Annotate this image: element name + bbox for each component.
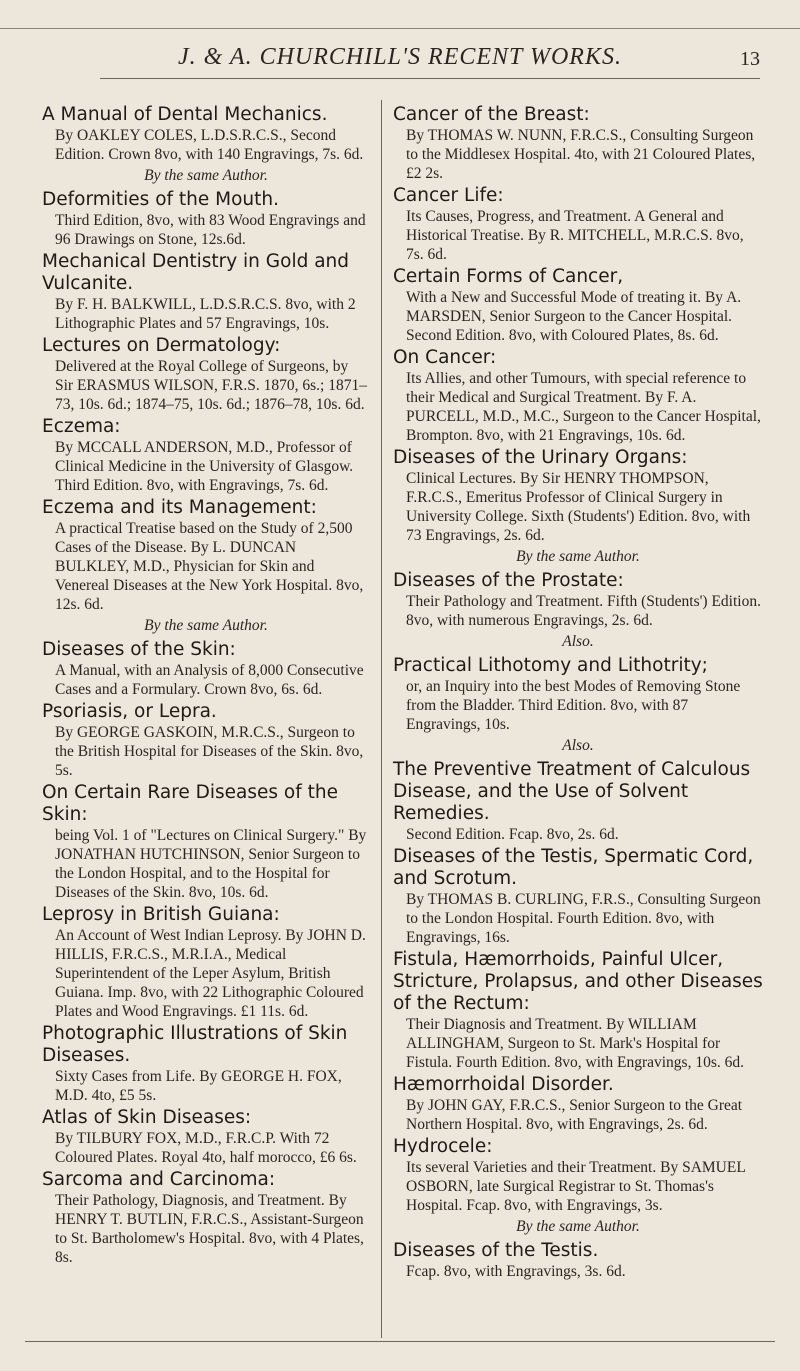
book-title: Atlas of Skin Diseases: (42, 1107, 252, 1128)
bottom-rule (25, 1341, 775, 1342)
top-rule (0, 28, 800, 29)
byline-note: By the same Author. (516, 1218, 640, 1235)
book-entry (393, 104, 763, 183)
book-entry (393, 1074, 763, 1134)
book-description: Fcap. 8vo, with Engravings, 3s. 6d. (406, 1263, 626, 1280)
book-description: Its Causes, Progress, and Treatment. A General and Historical Treatise. By R. MITCHELL, M.R.C.S. 8vo, 7s. 6d. (406, 208, 744, 263)
book-title: Hæmorrhoidal Disorder. (393, 1074, 614, 1095)
book-entry (42, 1023, 370, 1105)
book-description: Its Allies, and other Tumours, with special reference to their Medical and Surgical Treatment. By F. A. PURCELL, M.D., M.C., Surgeon to the Cancer Hospital, Brompton. 8vo, with 21 Engravings, 10s. 6d. (406, 370, 761, 444)
byline-note: By the same Author. (144, 167, 268, 184)
book-entry (42, 904, 370, 1021)
book-title: Mechanical Dentistry in Gold and Vulcanite. (42, 251, 350, 294)
book-title: Diseases of the Prostate: (393, 570, 624, 591)
book-description: Its several Varieties and their Treatment. By SAMUEL OSBORN, late Surgical Registrar to St. Thomas's Hospital. Fcap. 8vo, with Engravings, 3s. (406, 1159, 746, 1214)
book-title: Diseases of the Urinary Organs: (393, 447, 688, 468)
book-description: By MCCALL ANDERSON, M.D., Professor of Clinical Medicine in the University of Glasgow. Third Edition. 8vo, with Engravings, 7s. 6d. (55, 439, 354, 494)
book-entry (393, 1136, 763, 1215)
book-title: On Cancer: (393, 347, 497, 368)
book-description: By F. H. BALKWILL, L.D.S.R.C.S. 8vo, with 2 Lithographic Plates and 57 Engravings, 10s. (55, 296, 356, 332)
book-description: A Manual, with an Analysis of 8,000 Consecutive Cases and a Formulary. Crown 8vo, 6s. 6d. (55, 662, 364, 698)
book-title: Fistula, Hæmorrhoids, Painful Ulcer, Stricture, Prolapsus, and other Diseases of the Rectum: (393, 949, 763, 1014)
book-entry (393, 759, 763, 844)
book-title: A Manual of Dental Mechanics. (42, 104, 328, 125)
book-title: Sarcoma and Carcinoma: (42, 1169, 276, 1190)
book-title: Diseases of the Skin: (42, 639, 236, 660)
book-entry (393, 949, 763, 1072)
book-entry (42, 189, 370, 249)
book-entry (393, 570, 763, 630)
book-entry (42, 497, 370, 614)
book-description: Second Edition. Fcap. 8vo, 2s. 6d. (406, 826, 619, 843)
book-description: being Vol. 1 of "Lectures on Clinical Surgery." By JONATHAN HUTCHINSON, Senior Surgeon to the London Hospital, and to the Hospital for Diseases of the Skin. 8vo, 10s. 6d. (55, 827, 367, 901)
left-column (42, 104, 370, 1269)
book-description: By THOMAS B. CURLING, F.R.S., Consulting Surgeon to the London Hospital. Fourth Edition. 8vo, with Engravings, 16s. (406, 891, 761, 946)
book-description: By JOHN GAY, F.R.C.S., Senior Surgeon to the Great Northern Hospital. 8vo, with Engravings, 2s. 6d. (406, 1097, 743, 1133)
book-entry (42, 639, 370, 699)
book-title: On Certain Rare Diseases of the Skin: (42, 782, 339, 825)
book-title: Deformities of the Mouth. (42, 189, 280, 210)
book-title: Hydrocele: (393, 1136, 493, 1157)
book-title: Diseases of the Testis, Spermatic Cord, and Scrotum. (393, 846, 754, 889)
byline-note: Also. (562, 633, 594, 650)
book-description: Their Pathology, Diagnosis, and Treatment. By HENRY T. BUTLIN, F.R.C.S., Assistant-Surgeon to St. Bartholomew's Hospital. 8vo, with 4 Plates, 8s. (55, 1192, 364, 1266)
book-description: Third Edition, 8vo, with 83 Wood Engravings and 96 Drawings on Stone, 12s.6d. (55, 212, 366, 248)
book-entry (42, 335, 370, 414)
book-title: The Preventive Treatment of Calculous Disease, and the Use of Solvent Remedies. (393, 759, 751, 824)
book-entry (393, 1240, 763, 1281)
book-description: Sixty Cases from Life. By GEORGE H. FOX, M.D. 4to, £5 5s. (55, 1068, 342, 1104)
book-title: Leprosy in British Guiana: (42, 904, 280, 925)
book-entry (42, 416, 370, 495)
book-title: Photographic Illustrations of Skin Diseases. (42, 1023, 348, 1066)
book-entry (393, 185, 763, 264)
book-title: Certain Forms of Cancer, (393, 266, 624, 287)
book-description: By OAKLEY COLES, L.D.S.R.C.S., Second Edition. Crown 8vo, with 140 Engravings, 7s. 6d. (55, 127, 364, 163)
book-description: Their Pathology and Treatment. Fifth (Students') Edition. 8vo, with numerous Engravings, 2s. 6d. (406, 593, 761, 629)
book-entry (393, 655, 763, 734)
book-entry (393, 447, 763, 545)
book-entry (42, 1169, 370, 1267)
book-description: Clinical Lectures. By Sir HENRY THOMPSON, F.R.C.S., Emeritus Professor of Clinical Surgery in University College. Sixth (Students') Edition. 8vo, with 73 Engravings, 2s. 6d. (406, 470, 751, 544)
right-column (393, 104, 763, 1283)
byline-note: By the same Author. (144, 617, 268, 634)
book-description: With a New and Successful Mode of treating it. By A. MARSDEN, Senior Surgeon to the Cancer Hospital. Second Edition. 8vo, with Coloured Plates, 8s. 6d. (406, 289, 742, 344)
book-title: Eczema and its Management: (42, 497, 317, 518)
column-divider (381, 100, 382, 1338)
book-title: Cancer Life: (393, 185, 504, 206)
book-title: Practical Lithotomy and Lithotrity; (393, 655, 708, 676)
book-title: Cancer of the Breast: (393, 104, 590, 125)
book-entry (393, 266, 763, 345)
book-title: Lectures on Dermatology: (42, 335, 281, 356)
book-description: By GEORGE GASKOIN, M.R.C.S., Surgeon to the British Hospital for Diseases of the Skin. 8vo, 5s. (55, 724, 364, 779)
book-title: Psoriasis, or Lepra. (42, 701, 217, 722)
book-title: Diseases of the Testis. (393, 1240, 599, 1261)
byline-note: By the same Author. (516, 548, 640, 565)
book-description: Their Diagnosis and Treatment. By WILLIAM ALLINGHAM, Surgeon to St. Mark's Hospital for Fistula. Fourth Edition. 8vo, with Engravings, 10s. 6d. (406, 1016, 744, 1071)
book-description: or, an Inquiry into the best Modes of Removing Stone from the Bladder. Third Edition. 8vo, with 87 Engravings, 10s. (406, 678, 741, 733)
book-description: A practical Treatise based on the Study of 2,500 Cases of the Disease. By L. DUNCAN BULKLEY, M.D., Physician for Skin and Venereal Diseases at the New York Hospital. 8vo, 12s. 6d. (55, 520, 364, 613)
book-description: Delivered at the Royal College of Surgeons, by Sir ERASMUS WILSON, F.R.S. 1870, 6s.; 1871–73, 10s. 6d.; 1874–75, 10s. 6d.; 1876–78, 10s. 6d. (55, 358, 367, 413)
book-description: By THOMAS W. NUNN, F.R.C.S., Consulting Surgeon to the Middlesex Hospital. 4to, with 21 Coloured Plates, £2 2s. (406, 127, 756, 182)
header-rule (100, 78, 760, 79)
byline-note: Also. (562, 737, 594, 754)
book-entry (42, 251, 370, 333)
book-description: By TILBURY FOX, M.D., F.R.C.P. With 72 Coloured Plates. Royal 4to, half morocco, £6 6s. (55, 1130, 357, 1166)
book-entry (42, 1107, 370, 1167)
book-entry (42, 782, 370, 902)
running-header: J. & A. CHURCHILL'S RECENT WORKS. (178, 44, 622, 70)
book-title: Eczema: (42, 416, 121, 437)
book-entry (393, 846, 763, 947)
page-number: 13 (740, 48, 760, 70)
book-entry (42, 701, 370, 780)
book-description: An Account of West Indian Leprosy. By JOHN D. HILLIS, F.R.C.S., M.R.I.A., Medical Superintendent of the Leper Asylum, British Guiana. Imp. 8vo, with 22 Lithographic Coloured Plates and Wood Engravings. £1 11s. 6d. (55, 927, 366, 1020)
book-entry (393, 347, 763, 445)
book-entry (42, 104, 370, 164)
